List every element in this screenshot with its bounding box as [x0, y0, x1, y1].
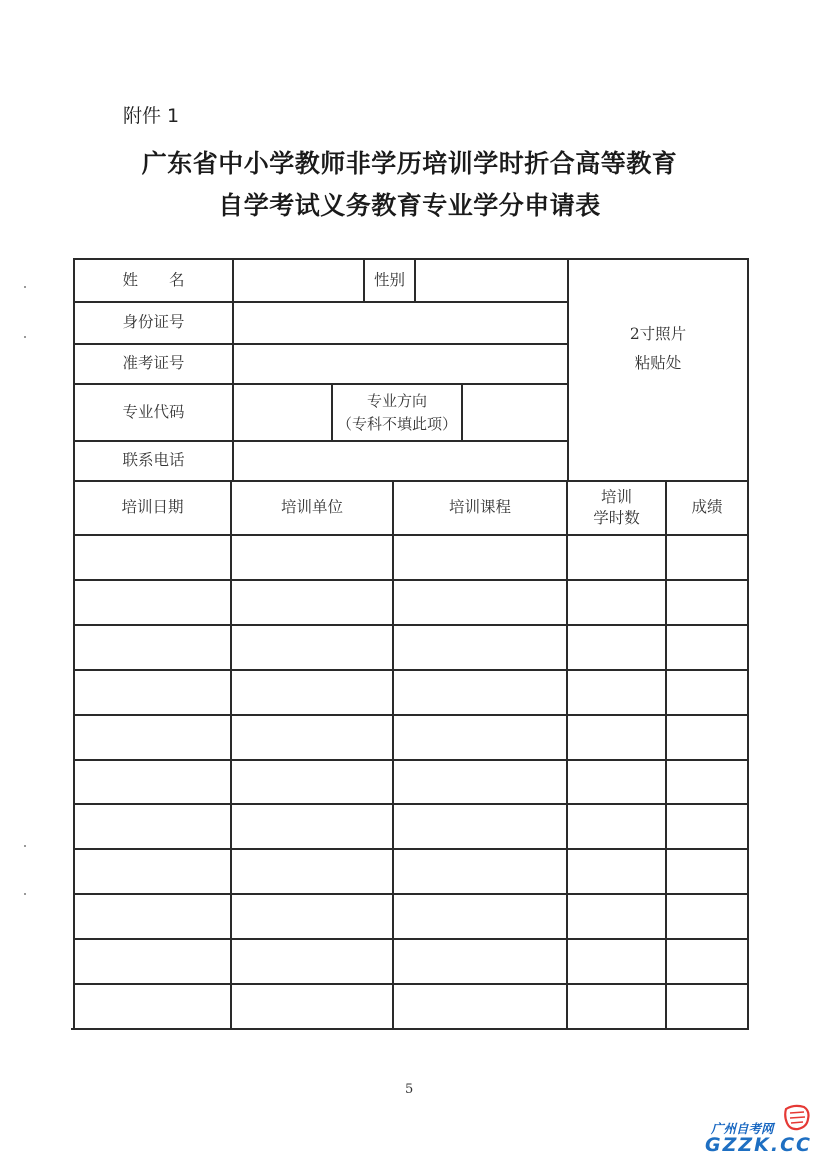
training-cell-course[interactable] — [394, 581, 566, 624]
training-cell-hours[interactable] — [568, 716, 665, 759]
training-cell-unit[interactable] — [232, 581, 392, 624]
training-cell-score[interactable] — [667, 895, 747, 938]
gender-label: 性别 — [373, 270, 405, 289]
training-cell-course[interactable] — [394, 671, 566, 714]
gender-field[interactable] — [416, 260, 567, 301]
training-cell-hours[interactable] — [568, 985, 665, 1028]
training-cell-unit[interactable] — [232, 805, 392, 848]
training-cell-course[interactable] — [394, 895, 566, 938]
training-cell-date[interactable] — [75, 985, 230, 1028]
training-cell-unit[interactable] — [232, 940, 392, 983]
training-cell-score[interactable] — [667, 581, 747, 624]
major-direction-label: 专业方向 — [366, 392, 427, 410]
training-cell-date[interactable] — [75, 805, 230, 848]
scan-mark — [24, 336, 26, 338]
training-cell-date[interactable] — [75, 626, 230, 669]
training-cell-date[interactable] — [75, 940, 230, 983]
major-direction-field[interactable] — [463, 385, 567, 440]
training-cell-hours[interactable] — [568, 671, 665, 714]
training-cell-hours[interactable] — [568, 761, 665, 804]
major-code-label: 专业代码 — [122, 402, 185, 421]
training-cell-date[interactable] — [75, 850, 230, 893]
page-number: 5 — [405, 1082, 414, 1097]
form-title-line2: 自学考试义务教育专业学分申请表 — [218, 191, 601, 220]
id-number-label: 身份证号 — [122, 313, 185, 332]
training-cell-hours[interactable] — [568, 581, 665, 624]
training-cell-course[interactable] — [394, 805, 566, 848]
scan-mark — [24, 286, 26, 288]
watermark-cn: 广州自考网 — [711, 1121, 774, 1136]
training-cell-hours[interactable] — [568, 805, 665, 848]
major-code-field[interactable] — [234, 385, 331, 440]
training-cell-score[interactable] — [667, 671, 747, 714]
header-hours-line2: 学时数 — [593, 509, 640, 527]
training-cell-score[interactable] — [667, 940, 747, 983]
id-number-field[interactable] — [234, 303, 567, 343]
training-cell-unit[interactable] — [232, 850, 392, 893]
training-cell-hours[interactable] — [568, 940, 665, 983]
training-cell-score[interactable] — [667, 536, 747, 579]
fist-icon — [782, 1103, 812, 1133]
training-cell-date[interactable] — [75, 536, 230, 579]
training-cell-date[interactable] — [75, 761, 230, 804]
training-cell-course[interactable] — [394, 940, 566, 983]
header-score: 成绩 — [691, 498, 723, 517]
exam-number-field[interactable] — [234, 345, 567, 383]
header-training-course: 培训课程 — [448, 498, 511, 517]
training-cell-course[interactable] — [394, 985, 566, 1028]
training-cell-score[interactable] — [667, 850, 747, 893]
training-cell-date[interactable] — [75, 895, 230, 938]
watermark-logo — [705, 1107, 815, 1157]
training-cell-unit[interactable] — [232, 536, 392, 579]
scan-mark — [24, 893, 26, 895]
training-cell-hours[interactable] — [568, 626, 665, 669]
name-field[interactable] — [234, 260, 363, 301]
exam-number-label: 准考证号 — [122, 354, 185, 373]
training-cell-unit[interactable] — [232, 761, 392, 804]
training-cell-score[interactable] — [667, 805, 747, 848]
watermark-en: GZZK.CC — [705, 1134, 812, 1156]
scan-mark — [24, 845, 26, 847]
training-cell-unit[interactable] — [232, 895, 392, 938]
attachment-label: 附件 1 — [123, 105, 180, 127]
header-training-unit: 培训单位 — [280, 498, 343, 517]
phone-label: 联系电话 — [122, 451, 185, 470]
training-cell-hours[interactable] — [568, 895, 665, 938]
phone-field[interactable] — [234, 442, 567, 480]
training-cell-course[interactable] — [394, 761, 566, 804]
major-direction-note: （专科不填此项） — [336, 414, 457, 433]
photo-label-line2: 粘贴处 — [634, 354, 682, 372]
header-training-date: 培训日期 — [121, 498, 184, 517]
training-cell-date[interactable] — [75, 716, 230, 759]
training-cell-unit[interactable] — [232, 626, 392, 669]
header-training-hours — [568, 482, 665, 534]
training-cell-unit[interactable] — [232, 716, 392, 759]
name-label: 姓 名 — [122, 270, 185, 289]
training-cell-score[interactable] — [667, 716, 747, 759]
table-border-bottom — [71, 1028, 748, 1030]
training-cell-course[interactable] — [394, 850, 566, 893]
training-cell-score[interactable] — [667, 985, 747, 1028]
training-cell-score[interactable] — [667, 626, 747, 669]
photo-label-line1: 2寸照片 — [629, 324, 687, 343]
training-cell-course[interactable] — [394, 536, 566, 579]
major-direction-label-cell — [333, 385, 461, 440]
training-cell-unit[interactable] — [232, 671, 392, 714]
training-cell-date[interactable] — [75, 581, 230, 624]
header-hours-line1: 培训 — [600, 488, 632, 507]
training-cell-course[interactable] — [394, 716, 566, 759]
photo-area[interactable] — [569, 260, 747, 480]
training-cell-date[interactable] — [75, 671, 230, 714]
form-title-line1: 广东省中小学教师非学历培训学时折合高等教育 — [141, 149, 678, 178]
training-cell-hours[interactable] — [568, 850, 665, 893]
table-border-right — [747, 258, 749, 1030]
training-cell-score[interactable] — [667, 761, 747, 804]
training-cell-course[interactable] — [394, 626, 566, 669]
training-cell-hours[interactable] — [568, 536, 665, 579]
training-cell-unit[interactable] — [232, 985, 392, 1028]
